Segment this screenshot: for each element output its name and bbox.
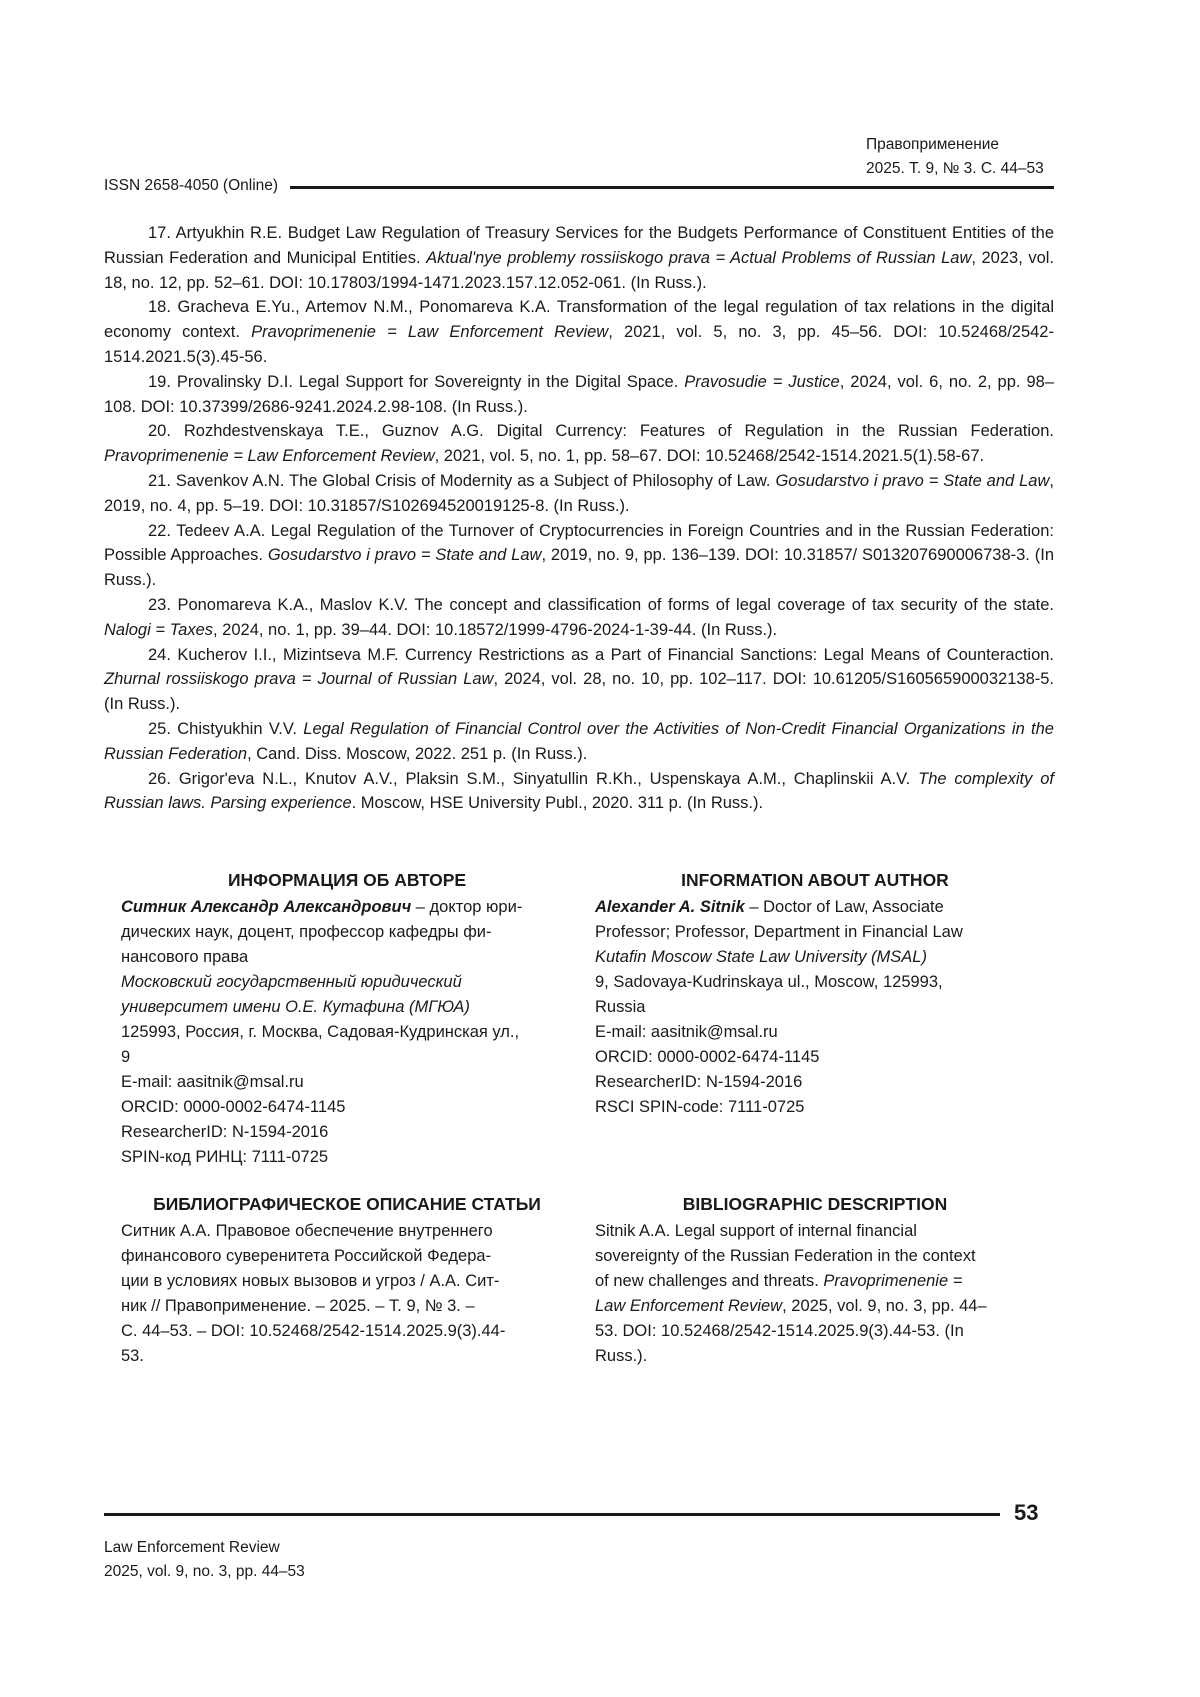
section-title: ИНФОРМАЦИЯ ОБ АВТОРЕ [227, 870, 467, 890]
address: 9, Sadovaya-Kudrinskaya ul., Moscow, 125993, [595, 973, 943, 991]
email: E-mail: aasitnik@msal.ru [595, 1023, 778, 1041]
section-title: BIBLIOGRAPHIC DESCRIPTION [682, 1194, 948, 1214]
reference-item: 18. Gracheva E.Yu., Artemov N.M., Ponomareva K.A. Transformation of the legal regulation of tax relations in the digital economy context. Pravoprimenenie = Law Enforcement Review, 2021, vol. 5, no. 3, pp. 45–56. DOI: 10.52468/2542-1514.2021.5(3).45-56. [104, 298, 1054, 366]
reference-item: 24. Kucherov I.I., Mizintseva M.F. Currency Restrictions as a Part of Financial Sanctions: Legal Means of Counteraction. Zhurnal rossiiskogo prava = Journal of Russian Law, 2024, vol. 28, no. 10, pp. 102–117. DOI: 10.61205/S160565900032138-5. (In Russ.). [104, 645, 1055, 714]
reference-item: 21. Savenkov A.N. The Global Crisis of Modernity as a Subject of Philosophy of Law. Gosudarstvo i pravo = State and Law, 2019, no. 4, pp. 5–19. DOI: 10.31857/S102694520019125-8. (In Russ.). [104, 471, 1054, 515]
researcher-id: ResearcherID: N-1594-2016 [121, 1123, 329, 1141]
reference-item: 19. Provalinsky D.I. Legal Support for Sovereignty in the Digital Space. Pravosudie = Justice, 2024, vol. 6, no. 2, pp. 98–108. DOI: 10.37399/2686-9241.2024.2.98-108. (In Russ.). [104, 372, 1054, 416]
running-footer-left [104, 1536, 305, 1584]
address: 9 [121, 1048, 131, 1066]
affiliation: университет имени О.Е. Кутафина (МГЮА) [121, 998, 470, 1016]
affiliation: Московский государственный юридический [121, 973, 462, 991]
author-name: Ситник Александр Александрович [121, 898, 412, 916]
issue-info-ru: 2025. Т. 9, № 3. С. 44–53 [866, 160, 1044, 177]
address: 125993, Россия, г. Москва, Садовая-Кудринская ул., [121, 1023, 520, 1041]
reference-item: 22. Tedeev A.A. Legal Regulation of the Turnover of Cryptocurrencies in Foreign Countries and in the Russian Federation: Possible Approaches. Gosudarstvo i pravo = State and Law, 2019, no. 9, pp. 136–139. DOI: 10.31857/ S013207690006738-3. (In Russ.). [104, 521, 1055, 590]
reference-item: 26. Grigor'eva N.L., Knutov A.V., Plaksin S.M., Sinyatullin R.Kh., Uspenskaya A.M., Chaplinskii A.V. The complexity of Russian laws. Parsing experience. Moscow, HSE University Publ., 2020. 311 p. (In Russ.). [104, 769, 1054, 813]
affiliation: Kutafin Moscow State Law University (MSAL) [595, 948, 927, 966]
issn: ISSN 2658-4050 (Online) [104, 177, 279, 194]
reference-list [104, 221, 1054, 816]
running-header-right [866, 133, 1044, 181]
journal-title-ru: Правоприменение [866, 136, 1000, 153]
spin-code: RSCI SPIN-code: 7111-0725 [595, 1098, 805, 1116]
biblio-description-en: BIBLIOGRAPHIC DESCRIPTION Sitnik A.A. Legal support of internal financial sovereignty of the Russian Federation in the context of new challenges and threats. Pravoprimenenie = Law Enforcement Review, 2025, vol. 9, no. 3, pp. 44– 53. DOI: 10.52468/2542-1514.2025.9(3).44-53. (In Russ.). [595, 1192, 1035, 1369]
section-title: БИБЛИОГРАФИЧЕСКОЕ ОПИСАНИЕ СТАТЬИ [153, 1194, 541, 1214]
email: E-mail: aasitnik@msal.ru [121, 1073, 304, 1091]
issue-info-en: 2025, vol. 9, no. 3, pp. 44–53 [104, 1563, 305, 1580]
reference-item: 17. Artyukhin R.E. Budget Law Regulation of Treasury Services for the Budgets Performance of Constituent Entities of the Russian Federation and Municipal Entities. Aktual'nye problemy rossiiskogo prava = Actual Problems of Russian Law, 2023, vol. 18, no. 12, pp. 52–61. DOI: 10.17803/1994-1471.2023.157.12.052-061. (In Russ.). [104, 224, 1054, 292]
header-rule [290, 186, 1054, 189]
author-info-en: INFORMATION ABOUT AUTHOR Alexander A. Sitnik – Doctor of Law, Associate Professor; Professor, Department in Financial Law Kutafin Moscow State Law University (MSAL) 9, Sadovaya-Kudrinskaya ul., Moscow, 125993, Russia E-mail: aasitnik@msal.ru ORCID: 0000-0002-6474-1145 ResearcherID: N-1594-2016 RSCI SPIN-code: 7111-0725 [595, 868, 1035, 1120]
reference-item: 25. Chistyukhin V.V. Legal Regulation of Financial Control over the Activities of Non-Credit Financial Organizations in the Russian Federation, Cand. Diss. Moscow, 2022. 251 p. (In Russ.). [104, 719, 1054, 763]
footer-rule [104, 1513, 1000, 1516]
biblio-description-ru: БИБЛИОГРАФИЧЕСКОЕ ОПИСАНИЕ СТАТЬИ Ситник А.А. Правовое обеспечение внутреннего финансового суверенитета Российской Федера- ции в условиях новых вызовов и угроз / А.А. Сит- ник // Правоприменение. – 2025. – Т. 9, № 3. – С. 44–53. – DOI: 10.52468/2542-1514.2025.9(3).44- 53. [121, 1192, 573, 1369]
spin-code: SPIN-код РИНЦ: 7111-0725 [121, 1148, 329, 1166]
journal-title-en: Law Enforcement Review [104, 1539, 280, 1556]
orcid: ORCID: 0000-0002-6474-1145 [121, 1098, 346, 1116]
reference-item: 23. Ponomareva K.A., Maslov K.V. The concept and classification of forms of legal coverage of tax security of the state. Nalogi = Taxes, 2024, no. 1, pp. 39–44. DOI: 10.18572/1999-4796-2024-1-39-44. (In Russ.). [104, 595, 1054, 639]
page-number: 53 [1014, 1500, 1039, 1525]
reference-item: 20. Rozhdestvenskaya T.E., Guznov A.G. Digital Currency: Features of Regulation in the Russian Federation. Pravoprimenenie = Law Enforcement Review, 2021, vol. 5, no. 1, pp. 58–67. DOI: 10.52468/2542-1514.2021.5(1).58-67. [104, 422, 1054, 466]
orcid: ORCID: 0000-0002-6474-1145 [595, 1048, 820, 1066]
author-name: Alexander A. Sitnik [595, 898, 745, 916]
author-info-ru: ИНФОРМАЦИЯ ОБ АВТОРЕ Ситник Александр Александрович – доктор юри- дических наук, доцент, профессор кафедры фи- нансового права Московский государственный юридический университет имени О.Е. Кутафина (МГЮА) 125993, Россия, г. Москва, Садовая-Кудринская ул., 9 E-mail: aasitnik@msal.ru ORCID: 0000-0002-6474-1145 ResearcherID: N-1594-2016 SPIN-код РИНЦ: 7111-0725 [121, 868, 573, 1170]
section-title: INFORMATION ABOUT AUTHOR [681, 870, 949, 890]
researcher-id: ResearcherID: N-1594-2016 [595, 1073, 803, 1091]
address: Russia [595, 998, 646, 1016]
